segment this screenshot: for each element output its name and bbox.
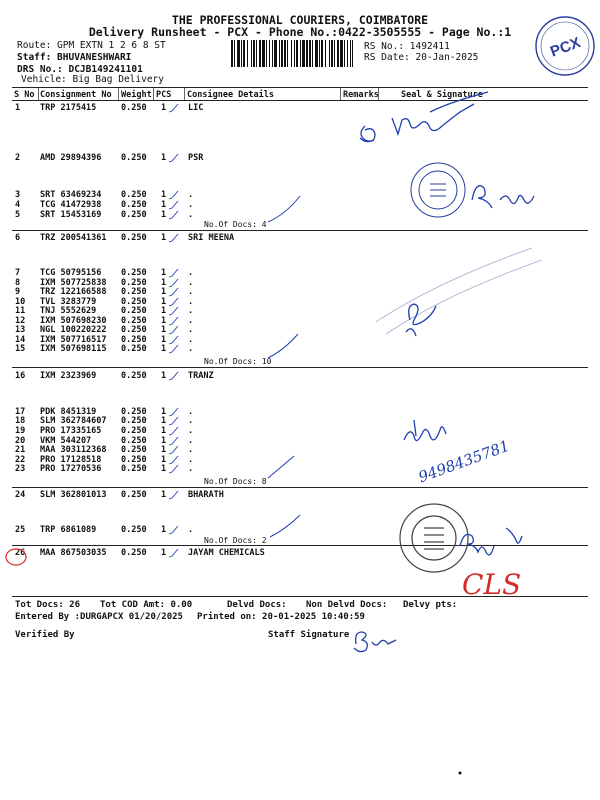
tick-mark [169,317,178,325]
signature-row-7 [406,304,436,336]
row-pcs: 1 [161,233,167,243]
row-weight: 0.250 [121,436,147,446]
row-sno: 9 [15,287,21,297]
row-consignee: . [188,190,194,200]
delivery-points: Delvy pts: [403,600,458,610]
col-pcs: PCS [156,90,172,100]
row-consignee: . [188,210,194,220]
row-consignee: . [188,325,194,335]
row-sno: 14 [15,335,26,345]
row-sno: 7 [15,268,21,278]
row-sno: 16 [15,371,26,381]
row-pcs: 1 [161,190,167,200]
row-consignment-no: SLM 362784607 [40,416,107,426]
row-consignment-no: PRO 17270536 [40,464,102,474]
row-sno: 17 [15,407,26,417]
tick-mark [169,526,178,534]
rs-date: RS Date: 20-Jan-2025 [364,52,479,63]
row-consignee: . [188,306,194,316]
row-consignee: . [188,455,194,465]
row-consignment-no: AMD 29894396 [40,153,102,163]
col-weight: Weight [121,90,152,100]
group-rule [12,545,588,546]
tick-mark [169,491,178,499]
row-sno: 20 [15,436,26,446]
row-consignment-no: MAA 303112368 [40,445,107,455]
row-consignee: . [188,200,194,210]
row-weight: 0.250 [121,344,147,354]
row-sno: 23 [15,464,26,474]
group-count: No.Of Docs: 2 [204,536,267,545]
group-count: No.Of Docs: 8 [204,477,267,486]
group-rule [12,487,588,488]
vehicle-label: Vehicle: Big Bag Delivery [21,74,164,85]
col-sno: S No [14,90,35,100]
row-sno: 4 [15,200,21,210]
row-weight: 0.250 [121,153,147,163]
row-consignment-no: IXM 507698115 [40,344,107,354]
tick-mark [169,104,178,112]
row-pcs: 1 [161,416,167,426]
row-consignment-no: NGL 100220222 [40,325,107,335]
row-consignee: . [188,426,194,436]
row-pcs: 1 [161,490,167,500]
delivered-docs: Delvd Docs: [227,600,287,610]
table-top-rule [12,87,588,88]
row-consignee: . [188,316,194,326]
row-weight: 0.250 [121,210,147,220]
row-consignee: PSR [188,153,204,163]
row-pcs: 1 [161,200,167,210]
row-consignee: . [188,416,194,426]
col-seal-signature: Seal & Signature [401,90,483,100]
row-weight: 0.250 [121,490,147,500]
tick-mark [169,234,178,242]
row-sno: 10 [15,297,26,307]
row-consignment-no: PRO 17128518 [40,455,102,465]
signature-row-17 [404,420,446,441]
row-weight: 0.250 [121,306,147,316]
tick-mark [169,549,178,557]
handwritten-phone: 9498435781 [416,436,512,487]
row-weight: 0.250 [121,325,147,335]
total-cod-amount: Tot COD Amt: 0.00 [100,600,193,610]
row-pcs: 1 [161,278,167,288]
row-pcs: 1 [161,445,167,455]
row-weight: 0.250 [121,233,147,243]
tick-mark [169,408,178,416]
row-consignment-no: TVL 3283779 [40,297,97,307]
runsheet-title: Delivery Runsheet - PCX - Phone No.:0422-3505555 - Page No.:1 [88,25,512,39]
row-weight: 0.250 [121,371,147,381]
row-sno: 11 [15,306,26,316]
company-name: THE PROFESSIONAL COURIERS, COIMBATORE [171,13,429,27]
row-consignee: LIC [188,103,204,113]
row-sno: 24 [15,490,26,500]
tick-mark [169,456,178,464]
row-consignment-no: IXM 2323969 [40,371,97,381]
staff-signature [354,632,396,652]
row-pcs: 1 [161,103,167,113]
row-pcs: 1 [161,325,167,335]
tick-mark [169,298,178,306]
row-weight: 0.250 [121,464,147,474]
row-pcs: 1 [161,306,167,316]
staff-signature-label: Staff Signature [268,630,350,640]
row-consignee: . [188,407,194,417]
row-sno: 8 [15,278,21,288]
tick-mark [169,269,178,277]
tick-mark [169,154,178,162]
row-consignment-no: TNJ 5552629 [40,306,97,316]
row-consignment-no: SRT 63469234 [40,190,102,200]
row-consignment-no: TCG 50795156 [40,268,102,278]
row-consignment-no: PDK 8451319 [40,407,97,417]
pcx-stamp-label: PCX [548,34,583,61]
row-sno: 26 [15,548,26,558]
company-stamp-3 [400,504,468,572]
company-stamp-1 [411,163,465,217]
tick-mark [169,279,178,287]
tick-mark [169,336,178,344]
row-consignment-no: TRP 6861089 [40,525,97,535]
row-weight: 0.250 [121,268,147,278]
row-consignee: . [188,335,194,345]
row-weight: 0.250 [121,416,147,426]
row-pcs: 1 [161,316,167,326]
group-count: No.Of Docs: 10 [204,357,272,366]
row-consignee: . [188,464,194,474]
route-label: Route: GPM EXTN 1 2 6 8 ST [17,40,166,51]
row-consignee: . [188,436,194,446]
row-pcs: 1 [161,426,167,436]
row-weight: 0.250 [121,287,147,297]
rs-number: RS No.: 1492411 [364,41,450,52]
row-weight: 0.250 [121,525,147,535]
row-weight: 0.250 [121,455,147,465]
row-sno: 1 [15,103,21,113]
verified-by: Verified By [15,630,75,640]
signature-row-3 [472,186,534,208]
row-consignee: . [188,268,194,278]
total-docs: Tot Docs: 26 [15,600,81,610]
table-header-rule [12,100,588,101]
row-weight: 0.250 [121,103,147,113]
row-consignee: . [188,287,194,297]
row-pcs: 1 [161,335,167,345]
row-sno: 25 [15,525,26,535]
row-sno: 12 [15,316,26,326]
tick-mark [169,345,178,353]
row-pcs: 1 [161,464,167,474]
row-weight: 0.250 [121,335,147,345]
row-consignment-no: IXM 507716517 [40,335,107,345]
row-weight: 0.250 [121,445,147,455]
tick-mark [169,437,178,445]
row-consignment-no: PRO 17335165 [40,426,102,436]
tick-mark [169,446,178,454]
row-weight: 0.250 [121,190,147,200]
group-rule [12,367,588,368]
row-consignment-no: SLM 362801013 [40,490,107,500]
row-weight: 0.250 [121,200,147,210]
row-pcs: 1 [161,297,167,307]
row-pcs: 1 [161,407,167,417]
row-consignment-no: SRT 15453169 [40,210,102,220]
tick-marks [169,104,178,557]
col-consignment: Consignment No [40,90,112,100]
row-consignment-no: MAA 867503035 [40,548,107,558]
row-consignment-no: IXM 507725838 [40,278,107,288]
row-consignment-no: TRP 2175415 [40,103,97,113]
tick-mark [169,288,178,296]
row-consignee: SRI MEENA [188,233,235,243]
tick-mark [169,465,178,473]
tick-mark [169,417,178,425]
row-consignee: TRANZ [188,371,214,381]
company-stamp-2 [376,248,542,334]
row-consignee: BHARATH [188,490,224,500]
entered-by: Entered By :DURGAPCX 01/20/2025 [15,612,183,622]
row-consignment-no: TRZ 200541361 [40,233,107,243]
row-consignment-no: VKM 544207 [40,436,92,446]
row-consignee: . [188,525,194,535]
row-consignee: . [188,445,194,455]
row-weight: 0.250 [121,407,147,417]
row-pcs: 1 [161,371,167,381]
tick-mark [169,191,178,199]
row-weight: 0.250 [121,548,147,558]
pcx-stamp [533,14,597,78]
col-remarks: Remarks [343,90,379,100]
row-sno: 15 [15,344,26,354]
row-weight: 0.250 [121,426,147,436]
row-sno: 19 [15,426,26,436]
row-pcs: 1 [161,344,167,354]
tick-mark [169,211,178,219]
tick-mark [169,201,178,209]
row-pcs: 1 [161,153,167,163]
staff-label: Staff: BHUVANESHWARI [17,52,132,63]
row-sno: 21 [15,445,26,455]
row-sno: 22 [15,455,26,465]
row-sno: 3 [15,190,21,200]
row-consignment-no: TRZ 122166588 [40,287,107,297]
row-sno: 5 [15,210,21,220]
signature-row-25 [460,528,522,555]
row-pcs: 1 [161,455,167,465]
row-pcs: 1 [161,287,167,297]
drs-number: DRS No.: DCJB149241101 [17,64,143,75]
row-pcs: 1 [161,548,167,558]
row-sno: 18 [15,416,26,426]
printed-on: Printed on: 20-01-2025 10:40:59 [197,612,365,622]
barcode-image [231,40,353,67]
row-pcs: 1 [161,525,167,535]
row-sno: 6 [15,233,21,243]
row-consignment-no: TCG 41472938 [40,200,102,210]
non-delivered-docs: Non Delvd Docs: [306,600,388,610]
handwritten-initials: CLS [462,568,522,601]
row-weight: 0.250 [121,297,147,307]
row-consignee: . [188,297,194,307]
col-consignee: Consignee Details [187,90,274,100]
row-consignee: . [188,344,194,354]
tick-mark [169,372,178,380]
row-sno: 2 [15,153,21,163]
table-bottom-rule [12,596,588,597]
tick-mark [169,326,178,334]
row-pcs: 1 [161,210,167,220]
row-pcs: 1 [161,436,167,446]
row-weight: 0.250 [121,316,147,326]
group-count: No.Of Docs: 4 [204,220,267,229]
row-sno: 13 [15,325,26,335]
tick-mark [169,427,178,435]
group-rule [12,230,588,231]
tick-mark [169,307,178,315]
ink-dot [459,772,462,775]
row-weight: 0.250 [121,278,147,288]
row-pcs: 1 [161,268,167,278]
row-consignee: . [188,278,194,288]
row-consignee: JAYAM CHEMICALS [188,548,265,558]
row-consignment-no: IXM 507698230 [40,316,107,326]
